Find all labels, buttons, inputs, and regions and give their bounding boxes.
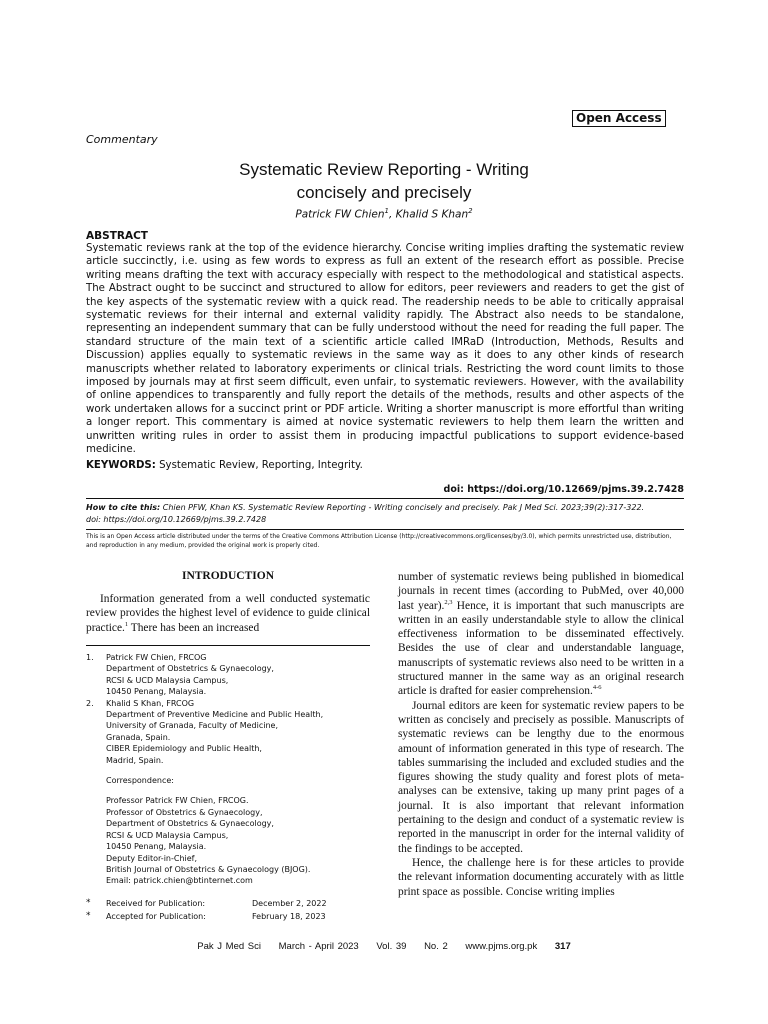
correspondence-line: 10450 Penang, Malaysia.	[106, 842, 207, 852]
article-title	[84, 158, 684, 204]
abstract-body: Systematic reviews rank at the top of the evidence hierarchy. Concise writing implies drafting the systematic review article succinctly, i.e. using as few words to express as full an extent of the research effort as possible. Precise writing means drafting the text with accuracy especially with respect to the methodological and statistical aspects. The Abstract ought to be succinct and structured to allow for editors, peer reviewers and readers to get the gist of the key aspects of the systematic review with a quick read. The readership needs to be able to critically appraisal systematic reviews for their internal and external validity rapidly. The Abstract also needs to be standalone, representing an independent summary that can be fully understood without the need for reading the full paper. The standard structure of the main text of a scientific article called IMRaD (Introduction, Methods, Results and Discussion) applies equally to systematic reviews in the same way as it does to any other kinds of research manuscripts whether related to laboratory experiments or clinical trials. Restricting the word count limits to those imposed by journals may at first seem difficult, even unfair, to systematic reviewers. However, with the availability of online appendices to transparently and fully report the details of the methods, results and other aspects of the work undertaken allows for a succinct print or PDF article. Writing a shorter manuscript is more effortful than writing a longer report. This commentary is aimed at novice systematic reviewers to help them learn the written and unwritten writing rules in order to assist them in producing impactful publications to support evidence-based medicine.	[86, 243, 684, 456]
reference-mark: 2,3	[444, 598, 453, 606]
reference-mark: 4-6	[592, 684, 602, 692]
correspondence-line: British Journal of Obstetrics & Gynaecology (BJOG).	[106, 864, 311, 874]
correspondence-line: RCSI & UCD Malaysia Campus,	[106, 830, 229, 840]
correspondence-line: Professor of Obstetrics & Gynaecology,	[106, 807, 263, 817]
paragraph-text: Hence, it is important that such manuscripts are written in an easily understandable style to allow the clinical effectiveness information to be disseminated effectively. Besides the use of clear and understandable language, manuscripts of systematic reviews also need to be written in a structured manner in the same way as an original research article is drafted for easier comprehension.	[398, 599, 685, 698]
footer-number: No. 2	[424, 941, 448, 952]
affiliation-line: 10450 Penang, Malaysia.	[106, 687, 207, 697]
affiliation-line: Department of Preventive Medicine and Public Health,	[106, 710, 324, 720]
footnote-divider	[86, 645, 370, 646]
title-line-2: concisely and precisely	[296, 183, 472, 202]
keywords-label: KEYWORDS:	[86, 460, 156, 471]
accepted-date: February 18, 2023	[252, 912, 326, 921]
author-affiliation-mark: 2	[468, 207, 473, 215]
citation-label: How to cite this:	[86, 503, 161, 512]
affiliation-name: Khalid S Khan, FRCOG	[106, 698, 195, 708]
paragraph-text: Information generated from a well conducted systematic review provides the highest level of evidence to guide clinical practice.	[86, 593, 370, 634]
bullet: *	[86, 911, 91, 921]
doi-link[interactable]: doi: https://doi.org/10.12669/pjms.39.2.7428	[443, 484, 684, 495]
author-name: Khalid S Khan	[395, 208, 469, 221]
license-notice: This is an Open Access article distributed under the terms of the Creative Commons Attribution License (http://creativecommons.org/licenses/by/3.0), which permits unrestricted use, distribution, and reproduction in any medium, provided the original work is properly cited.	[86, 533, 672, 549]
citation-doi[interactable]: doi: https://doi.org/10.12669/pjms.39.2.7428	[86, 515, 267, 524]
page-footer	[0, 941, 768, 952]
paragraph: Hence, the challenge here is for these articles to provide the relevant information documenting accurately with as little print space as possible. Concise writing implies	[398, 856, 684, 898]
footer-issue: March - April 2023	[278, 941, 359, 952]
title-line-1: Systematic Review Reporting - Writing	[239, 160, 529, 179]
introduction-right-column	[398, 570, 684, 899]
correspondence-line: Deputy Editor-in-Chief,	[106, 853, 198, 863]
correspondence-email[interactable]: Email: patrick.chien@btinternet.com	[106, 876, 253, 886]
citation-block	[86, 502, 686, 526]
affiliations	[86, 652, 370, 887]
paragraph: Journal editors are keen for systematic review papers to be written as concisely and precisely as possible. Manuscripts of systematic reviews can be lengthy due to the enormous amount of information generated in this type of research. The tables summarising the included and excluded studies and the figures showing the study quality and forest plots of meta-analyses can be extensive, taking up many print pages of a journal. It is also important that relevant information pertaining to the design and conduct of a systematic review is reported in the manuscript in order for the internal validity of the findings to be accepted.	[398, 699, 684, 855]
author-name: Patrick FW Chien	[295, 208, 385, 221]
keywords	[86, 460, 363, 471]
received-date: December 2, 2022	[252, 899, 327, 908]
introduction-left-paragraph	[86, 592, 370, 635]
affiliation-line: Madrid, Spain.	[106, 755, 164, 765]
author-list	[84, 207, 684, 221]
divider	[86, 498, 684, 499]
author-affiliation-mark: 1	[384, 207, 389, 215]
correspondence-line: Department of Obstetrics & Gynaecology,	[106, 819, 274, 829]
affiliation-number: 1.	[86, 653, 94, 662]
reference-mark: 1	[124, 620, 129, 628]
accepted-label: Accepted for Publication:	[106, 912, 206, 921]
bullet: *	[86, 898, 91, 908]
affiliation-line: Granada, Spain.	[106, 732, 171, 742]
affiliation-line: CIBER Epidemiology and Public Health,	[106, 744, 262, 754]
footer-website[interactable]: www.pjms.org.pk	[465, 941, 538, 952]
publication-dates	[86, 897, 370, 923]
paragraph	[398, 570, 684, 699]
received-label: Received for Publication:	[106, 899, 206, 908]
article-type: Commentary	[86, 133, 158, 146]
correspondence-line: Professor Patrick FW Chien, FRCOG.	[106, 796, 249, 806]
paragraph-text: There has been an increased	[128, 621, 260, 634]
correspondence-label: Correspondence:	[106, 776, 174, 786]
footer-journal: Pak J Med Sci	[197, 941, 261, 952]
affiliation-number: 2.	[86, 698, 94, 708]
divider	[86, 529, 684, 530]
footer-volume: Vol. 39	[376, 941, 407, 952]
affiliation-line: RCSI & UCD Malaysia Campus,	[106, 675, 229, 685]
abstract-heading: ABSTRACT	[86, 230, 148, 242]
affiliation-name: Patrick FW Chien, FRCOG	[106, 653, 207, 662]
paragraph-text: number of systematic reviews being published in biomedical journals in recent times (according to PubMed, over 40,000 last year).	[398, 571, 684, 612]
affiliation-line: Department of Obstetrics & Gynaecology,	[106, 664, 274, 674]
citation-text: Chien PFW, Khan KS. Systematic Review Reporting - Writing concisely and precisely. Pak J Med Sci. 2023;39(2):317-322.	[160, 503, 645, 512]
introduction-heading: INTRODUCTION	[181, 570, 274, 582]
keywords-list: Systematic Review, Reporting, Integrity.	[155, 460, 363, 471]
author-separator: ,	[388, 208, 396, 221]
affiliation-line: University of Granada, Faculty of Medicine,	[106, 721, 278, 731]
open-access-badge: Open Access	[572, 110, 666, 127]
page-number: 317	[554, 941, 571, 952]
